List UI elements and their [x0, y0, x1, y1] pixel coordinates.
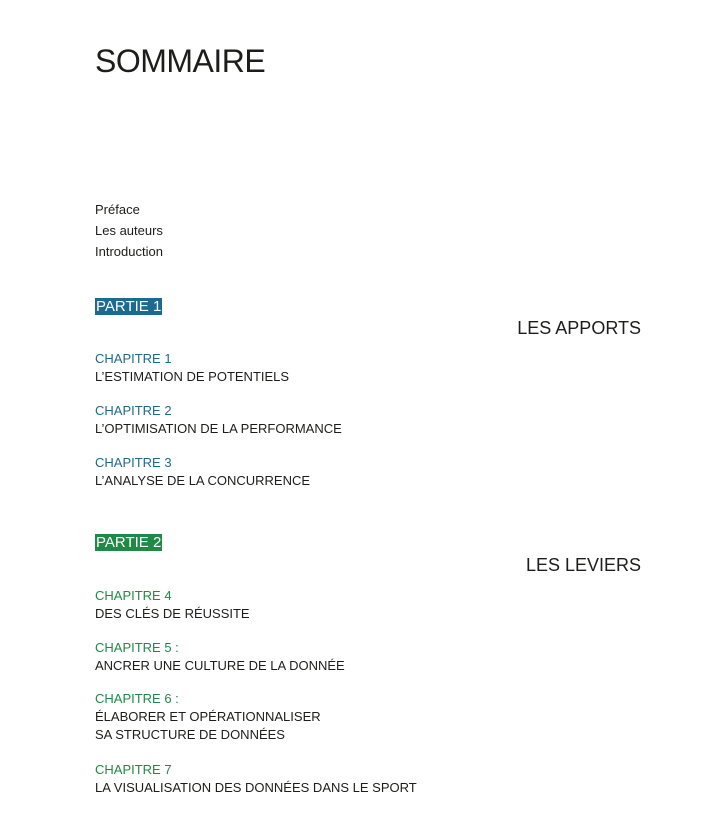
chapter-5-entry[interactable]	[95, 639, 345, 675]
page-title: SOMMAIRE	[95, 43, 266, 79]
chapter-title: ANCRER UNE CULTURE DE LA DONNÉE	[95, 658, 345, 673]
front-matter-introduction[interactable]: Introduction	[95, 244, 163, 259]
chapter-label: CHAPITRE 7	[95, 762, 172, 777]
chapter-title-line-1: ÉLABORER ET OPÉRATIONNALISER	[95, 709, 321, 724]
chapter-title: L’OPTIMISATION DE LA PERFORMANCE	[95, 421, 342, 436]
chapter-2-entry[interactable]	[95, 402, 342, 438]
front-matter-authors[interactable]: Les auteurs	[95, 223, 163, 238]
chapter-1-entry[interactable]	[95, 350, 289, 386]
chapter-label: CHAPITRE 2	[95, 403, 172, 418]
chapter-7-entry[interactable]	[95, 761, 417, 797]
part-1-badge: PARTIE 1	[96, 298, 162, 315]
front-matter-list	[95, 199, 163, 262]
chapter-label: CHAPITRE 5 :	[95, 640, 179, 655]
chapter-title: LA VISUALISATION DES DONNÉES DANS LE SPORT	[95, 780, 417, 795]
chapter-title-line-2: SA STRUCTURE DE DONNÉES	[95, 727, 285, 742]
part-2-badge: PARTIE 2	[96, 534, 162, 551]
chapter-label: CHAPITRE 4	[95, 588, 172, 603]
chapter-title: L’ANALYSE DE LA CONCURRENCE	[95, 473, 311, 488]
chapter-label: CHAPITRE 6 :	[95, 691, 179, 706]
chapter-label: CHAPITRE 1	[95, 351, 172, 366]
chapter-title: DES CLÉS DE RÉUSSITE	[95, 606, 250, 621]
chapter-3-entry[interactable]	[95, 454, 310, 490]
part-2-title: LES LEVIERS	[525, 555, 641, 575]
chapter-4-entry[interactable]	[95, 587, 250, 623]
chapter-6-entry[interactable]	[95, 690, 321, 744]
part-1-title: LES APPORTS	[517, 318, 641, 338]
chapter-title: L’ESTIMATION DE POTENTIELS	[95, 369, 290, 384]
chapter-label: CHAPITRE 3	[95, 455, 172, 470]
front-matter-preface[interactable]: Préface	[95, 202, 140, 217]
